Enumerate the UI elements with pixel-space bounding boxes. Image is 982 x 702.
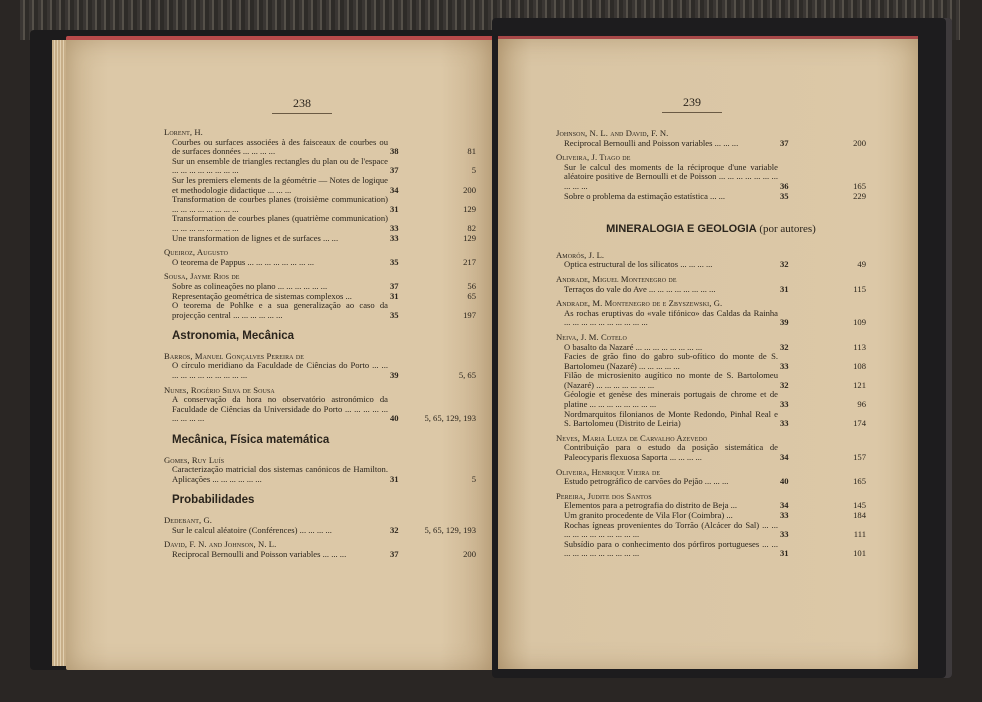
entry-volume: 33 — [780, 418, 789, 429]
entry-volume: 37 — [390, 280, 399, 291]
entry-volume: 31 — [780, 283, 789, 294]
entry-title: Nordmarquitos filonianos de Monte Redondo, Pinhal Real e S. Bartolomeu (Distrito de Leiria) — [564, 408, 778, 429]
index-entry — [164, 234, 476, 244]
section-heading — [164, 436, 476, 446]
index-entry — [556, 390, 866, 409]
entry-page: 217 — [463, 256, 476, 267]
index-entry — [556, 309, 866, 328]
entry-page: 197 — [463, 309, 476, 320]
entry-title: Géologie et genèse des minerais portugais de chrome et de platine ... ... ... ... ... ... ... ... — [564, 389, 778, 410]
entry-volume: 40 — [390, 413, 399, 424]
author-name: Pereira, Judite dos Santos — [556, 490, 652, 501]
entry-title: Contribuição para o estudo da posição sistemática de Paleocyparis flexuosa Saporta ... ... ... ... — [564, 442, 778, 463]
entry-title: Sur le calcul aléatoire (Conférences) ... ... ... ... — [172, 524, 332, 535]
author-name: Queiroz, Augusto — [164, 247, 229, 258]
entry-title: Une transformation de lignes et de surfaces ... ... — [172, 232, 339, 243]
author-name: Barros, Manuel Gonçalves Pereira de — [164, 350, 305, 361]
entry-title: Courbes ou surfaces associées à des faisceaux de courbes ou de surfaces données ... ... ... ... — [172, 136, 388, 157]
index-entry — [556, 352, 866, 371]
author-name: David, F. N. and Johnson, N. L. — [164, 539, 277, 550]
entry-title: Um granito procedente de Vila Flor (Coimbra) ... — [564, 510, 733, 520]
entry-page: 113 — [853, 341, 866, 352]
entry-page: 96 — [857, 399, 866, 410]
author-name: Lorent, H. — [164, 127, 203, 137]
entry-page: 5 — [471, 473, 476, 484]
entry-volume: 33 — [780, 529, 789, 540]
index-entry — [164, 526, 476, 536]
section-title-text: Probabilidades — [172, 494, 255, 507]
entry-title: As rochas eruptivas do «vale tifónico» das Caldas da Rainha ... ... ... ... ... ... ... ... ... ... — [564, 307, 778, 328]
entry-title: Caracterização matricial dos sistemas canónicos de Hamilton. Aplicações ... ... ... ... ... ... — [172, 464, 388, 484]
index-entry — [164, 214, 476, 233]
entry-page: 157 — [853, 452, 866, 463]
entry-page: 200 — [463, 548, 476, 559]
entry-volume: 35 — [390, 309, 399, 320]
entry-volume: 33 — [390, 232, 399, 243]
section-heading — [164, 496, 476, 506]
entry-page: 229 — [853, 190, 866, 201]
entry-volume: 39 — [780, 317, 789, 328]
entry-volume: 32 — [390, 524, 399, 535]
entry-page: 115 — [853, 283, 866, 294]
author-name: Amorós, J. L. — [556, 249, 605, 260]
entry-page: 121 — [853, 379, 866, 390]
entry-page: 5, 65 — [458, 370, 476, 381]
index-entry — [556, 521, 866, 540]
entry-volume: 34 — [780, 500, 789, 511]
entry-title: Optica estructural de los silicatos ... ... ... ... — [564, 259, 713, 270]
entry-volume: 33 — [780, 360, 789, 371]
entry-page: 82 — [467, 222, 476, 233]
entry-page: 184 — [853, 510, 866, 520]
entry-page: 5, 65, 129, 193 — [424, 524, 476, 535]
index-entry — [556, 285, 866, 295]
entry-title: Rochas ígneas provenientes do Torrão (Alcácer do Sal) ... ... ... ... ... ... ... ... ... ... ... — [564, 519, 778, 540]
author-name: Gomes, Ruy Luís — [164, 454, 225, 465]
entry-page: 109 — [853, 317, 866, 328]
entry-title: A conservação da hora no observatório astronómico da Faculdade de Ciências da Universidade do Porto ... ... ... ... ... ... ... ... ... — [172, 394, 388, 424]
entry-volume: 37 — [390, 165, 399, 176]
entry-volume: 37 — [390, 548, 399, 559]
entry-page: 165 — [853, 180, 866, 191]
entry-title: O teorema de Pohlke e a sua generalização ao caso da projecção central ... ... ... ... ... ... — [172, 300, 388, 320]
entry-volume: 33 — [390, 222, 399, 233]
entry-volume: 31 — [390, 290, 399, 301]
index-entry — [556, 371, 866, 390]
section-heading — [556, 225, 866, 235]
entry-volume: 32 — [780, 259, 789, 270]
index-entry — [556, 410, 866, 429]
page-number-rule — [272, 113, 332, 114]
entry-title: O círculo meridiano da Faculdade de Ciências do Porto ... ... ... ... ... ... ... ... ... ... ... — [172, 360, 388, 381]
author-name: Neves, Maria Luiza de Carvalho Azevedo — [556, 432, 708, 443]
author-name: Dedebant, G. — [164, 515, 213, 525]
entry-title: Estudo petrográfico de carvões do Pejão ... ... ... — [564, 476, 729, 487]
author-name: Johnson, N. L. and David, F. N. — [556, 128, 669, 138]
index-entry — [164, 361, 476, 380]
entry-page: 200 — [463, 184, 476, 195]
entry-title: Facies de grão fino do gabro sub-ofítico do monte de S. Bartolomeu (Nazaré) ... ... ... ... ... — [564, 351, 778, 371]
entry-page: 129 — [463, 232, 476, 243]
index-list — [164, 128, 476, 559]
index-entry — [164, 157, 476, 176]
entry-volume: 36 — [780, 180, 789, 191]
section-title-text: Astronomia, Mecânica — [172, 330, 295, 343]
entry-page: 65 — [467, 290, 476, 301]
entry-title: Elementos para a petrografia do distrito de Beja ... — [564, 500, 738, 511]
entry-volume: 34 — [780, 452, 789, 463]
author-name: Nunes, Rogério Silva de Sousa — [164, 384, 275, 395]
index-list — [556, 129, 866, 559]
entry-title: Reciprocal Bernoulli and Poisson variables ... ... ... — [172, 548, 347, 559]
section-subtitle: (por autores) — [759, 223, 816, 236]
entry-volume: 32 — [780, 379, 789, 390]
entry-title: Filão de microsienito augítico no monte de S. Bartolomeu (Nazaré) ... ... ... ... ... ... ... — [564, 370, 778, 390]
entry-volume: 35 — [780, 190, 789, 201]
entry-title: O teorema de Pappus ... ... ... ... ... ... ... ... — [172, 256, 315, 267]
entry-title: Representação geométrica de sistemas complexos ... — [172, 290, 352, 301]
entry-page: 174 — [853, 418, 866, 429]
entry-page: 129 — [463, 203, 476, 214]
author-name: Andrade, M. Montenegro de e Zbyszewski, G. — [556, 298, 723, 309]
author-name: Neiva, J. M. Cotelo — [556, 331, 627, 342]
entry-volume: 31 — [780, 548, 789, 559]
section-title-text: Mecânica, Física matemática — [172, 434, 330, 447]
entry-volume: 39 — [390, 370, 399, 381]
entry-volume: 32 — [780, 341, 789, 352]
index-entry — [164, 465, 476, 484]
entry-title: Subsídio para o conhecimento dos pórfiros portugueses ... ... ... ... ... ... ... ... ... ... ... — [564, 538, 778, 559]
index-entry — [556, 192, 866, 202]
index-entry — [164, 195, 476, 214]
entry-volume: 34 — [390, 184, 399, 195]
section-heading — [164, 332, 476, 342]
entry-title: Sur les premiers elements de la géométrie — Notes de logique et methodologie didactique ... ... ... — [172, 174, 388, 195]
author-name: Oliveira, J. Tiago de — [556, 152, 631, 163]
left-page — [66, 36, 492, 670]
entry-volume: 33 — [780, 510, 789, 520]
index-entry — [556, 260, 866, 270]
page-number: 238 — [293, 96, 311, 110]
right-page — [498, 36, 918, 669]
entry-title: Sobre as colineações no plano ... ... ... ... ... ... — [172, 280, 328, 291]
index-entry — [556, 540, 866, 559]
entry-title: Transformation de courbes planes (troisième communication) ... ... ... ... ... ... ... ... — [172, 194, 388, 214]
entry-title: Reciprocal Bernoulli and Poisson variables ... ... ... — [564, 137, 739, 148]
entry-title: Sur le calcul des moments de la réciproque d'une variable aléatoire positive de Bernoulli et de Poisson ... ... ... ... ... ... ... ... ... ... — [564, 161, 778, 191]
entry-title: O basalto da Nazaré ... ... ... ... ... ... ... ... — [564, 341, 703, 352]
entry-volume: 40 — [780, 476, 789, 487]
section-title-text: MINERALOGIA E GEOLOGIA — [606, 223, 757, 236]
index-entry — [556, 163, 866, 192]
entry-page: 5, 65, 129, 193 — [424, 413, 476, 424]
index-entry — [164, 550, 476, 560]
index-entry — [164, 301, 476, 320]
page-number: 239 — [683, 95, 701, 109]
index-entry — [556, 443, 866, 462]
entry-volume: 38 — [390, 146, 399, 157]
entry-volume: 35 — [390, 256, 399, 267]
author-name: Oliveira, Henrique Vieira de — [556, 466, 661, 477]
index-entry — [164, 258, 476, 268]
entry-page: 165 — [853, 476, 866, 487]
entry-volume: 33 — [780, 399, 789, 410]
author-name: Andrade, Miguel Montenegro de — [556, 273, 677, 284]
index-entry — [556, 477, 866, 487]
entry-page: 108 — [853, 360, 866, 371]
entry-title: Sobre o problema da estimação estatística ... ... — [564, 190, 726, 201]
page-edges — [52, 40, 66, 666]
index-entry — [164, 176, 476, 195]
entry-page: 56 — [467, 280, 476, 291]
entry-page: 145 — [853, 500, 866, 511]
entry-page: 101 — [853, 548, 866, 559]
entry-title: Terraços do vale do Ave ... ... ... ... ... ... ... ... — [564, 283, 716, 294]
entry-page: 81 — [467, 146, 476, 157]
entry-volume: 31 — [390, 473, 399, 484]
index-entry — [164, 395, 476, 424]
author-name: Sousa, Jayme Rios de — [164, 271, 240, 282]
entry-page: 5 — [471, 165, 476, 176]
entry-volume: 37 — [780, 137, 789, 148]
entry-page: 111 — [853, 529, 866, 540]
entry-title: Transformation de courbes planes (quatrième communication) ... ... ... ... ... ... ... ... — [172, 213, 388, 233]
page-number-rule — [662, 112, 722, 113]
index-entry — [556, 139, 866, 149]
index-entry — [164, 138, 476, 157]
entry-volume: 31 — [390, 203, 399, 214]
entry-title: Sur un ensemble de triangles rectangles du plan ou de l'espace ... ... ... ... ... ... ... ... — [172, 155, 388, 176]
entry-page: 200 — [853, 137, 866, 148]
entry-page: 49 — [857, 259, 866, 270]
